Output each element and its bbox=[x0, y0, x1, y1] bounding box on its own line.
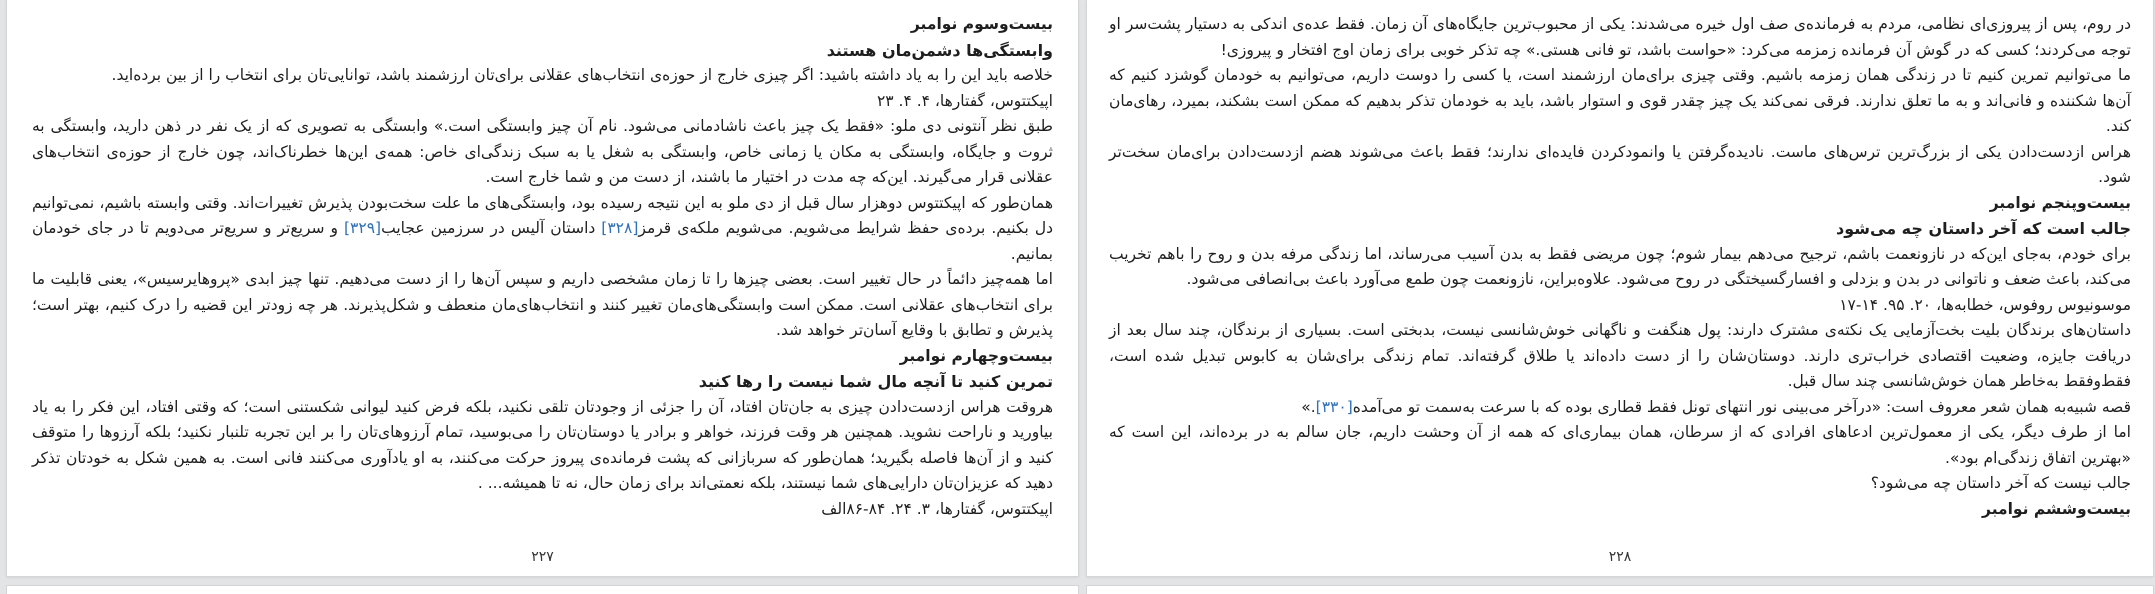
body-paragraph: در روم، پس از پیروزی‌ای نظامی، مردم به فرمانده‌ی صف اول خیره می‌شدند: یکی از محبوب‌ترین جایگاه‌های آن زمان. فقط عده‌ی اندکی به دستیار پشت‌سر او توجه می‌کردند؛ کسی که در گوش آن فرمانده زمزمه می‌کرد: «حواست باشد، تو فانی هستی.» چه تذکر خوبی برای زمان اوج افتخار و پیروزی! bbox=[1109, 15, 2131, 59]
footnote-link[interactable]: [۳۲۸] bbox=[601, 219, 639, 237]
body-text: و سریع‌تر و سریع‌تر می‌دویم تا در جای خودمان بمانیم. bbox=[32, 219, 1053, 263]
body-text: داستان آلیس در سرزمین عجایب bbox=[381, 219, 602, 237]
quote-source: اپیکتتوس، گفتارها، ۴. ۴. ۲۳ bbox=[876, 91, 1053, 110]
body-paragraph: اما همه‌چیز دائماً در حال تغییر است. بعضی چیزها را تا زمان مشخصی داریم و سپس آن‌ها را از دست می‌دهیم. تنها چیز ابدی «پروهایرسیس»، یعنی قابلیت ما برای انتخاب‌های عقلانی است. ممکن است وابستگی‌های‌مان تغییر کنند و انتخاب‌های‌مان منعطف و شکل‌پذیرند. هر چه زودتر این قضیه را درک کنیم، بهتر است؛ پذیرش و تطابق با وقایع آسان‌تر خواهد شد. bbox=[32, 270, 1053, 339]
page-number: ۲۲۸ bbox=[1608, 549, 1632, 565]
page-227 bbox=[7, 0, 1078, 576]
section-title: وابستگی‌ها دشمن‌مان هستند bbox=[826, 40, 1053, 60]
footnote-link[interactable]: [۳۳۰] bbox=[1315, 397, 1353, 416]
body-paragraph bbox=[32, 191, 1053, 268]
date-heading: بیست‌وششم نوامبر bbox=[1982, 499, 2131, 518]
body-paragraph: اما از طرف دیگر، یکی از معمول‌ترین ادعاهای افرادی که از سرطان، همان بیماری‌ای که همه از آن وحشت داریم، جان سالم به در برده‌اند، این است که «بهترین اتفاق زندگی‌ام بود». bbox=[1109, 423, 2131, 467]
body-paragraph: طبق نظر آنتونی دی ملو: «فقط یک چیز باعث ناشادمانی می‌شود. نام آن چیز وابستگی است.» وابستگی به تصویری که از یک نفر در ذهن دارید، وابستگی به ثروت و جایگاه، وابستگی به مکان یا زمانی خاص، وابستگی به شغل یا به سبک زندگی‌ای خاص: همه‌ی این‌ها خطرناک‌اند، چون خارج از حوزه‌ی انتخاب‌های عقلانی قرار می‌گیرند. این‌که چه مدت در اختیار ما باشند، از دست من و شما خارج است. bbox=[32, 117, 1053, 186]
next-page-edge bbox=[7, 586, 1078, 594]
quote-paragraph: هروقت هراس ازدست‌دادن چیزی به جان‌تان افتاد، آن را جزئی از وجودتان تلقی نکنید، بلکه فرض کنید لیوانی شکستنی است؛ که وقتی افتاد، این فکر را به یاد بیاورید و ناراحت نشوید. همچنین هر وقت فرزند، خواهر و برادر یا دوستان‌تان را می‌بوسید، تمام آرزوهای‌تان را بر این تجربه تلنبار نکنید؛ بلکه آرزوها را متوقف کنید و از آن‌ها فاصله بگیرید؛ همان‌طور که سربازانی که پشت فرمانده‌ی پیروز حرکت می‌کنند، به او یادآوری می‌کنند فانی است. به همین شکل به خودتان تذکر دهید که عزیزان‌تان دارایی‌های شما نیستند، بلکه نعمتی‌اند برای زمان حال، نه تا همیشه... . bbox=[32, 397, 1053, 492]
body-text: همان‌طور که اپیکتتوس دوهزار سال قبل از دی ملو به این نتیجه رسیده بود، وابستگی‌های ما علت سخت‌بودن پذیرش تغییرات‌اند. وقتی وابسته باشیم، نمی‌توانیم دل بکنیم. برده‌ی حفظ شرایط می‌شویم. می‌شویم ملکه‌ی قرمز bbox=[32, 193, 1053, 237]
footnote-link[interactable]: [۳۲۹] bbox=[343, 219, 382, 237]
body-text: .» bbox=[1301, 397, 1316, 416]
date-heading: بیست‌وسوم نوامبر bbox=[910, 15, 1053, 33]
body-paragraph: جالب نیست که آخر داستان چه می‌شود؟ bbox=[1870, 474, 2131, 492]
body-paragraph: ما می‌توانیم تمرین کنیم تا در زندگی همان زمزمه باشیم. وقتی چیزی برای‌مان ارزشمند است، یا کسی را دوست داریم، می‌توانیم به خودمان گوشزد کنیم که آن‌ها شکننده و فانی‌اند و به ما تعلق ندارند. فرقی نمی‌کند یک چیز چقدر قوی و استوار باشد، باید به خودمان تذکر بدهیم که ممکن است بشکند، بمیرد، رهای‌مان کند. bbox=[1109, 66, 2131, 135]
section-title: تمرین کنید تا آنچه مال شما نیست را رها کنید bbox=[698, 372, 1053, 391]
page-228 bbox=[1087, 0, 2153, 576]
section-title: جالب است که آخر داستان چه می‌شود bbox=[1836, 219, 2131, 238]
body-text: قصه شبیه‌به همان شعر معروف است: «درآخر می‌بینی نور انتهای تونل فقط قطاری بوده که با سرعت به‌سمت تو می‌آمده bbox=[1352, 397, 2131, 416]
quote-source: اپیکتتوس، گفتارها، ۳. ۲۴. ۸۴-۸۶الف bbox=[821, 499, 1053, 518]
body-paragraph: هراس ازدست‌دادن یکی از بزرگ‌ترین ترس‌های ماست. نادیده‌گرفتن یا وانمودکردن فایده‌ای ندارند؛ فقط باعث می‌شوند هضم ازدست‌دادن برای‌مان سخت‌تر شود. bbox=[1109, 142, 2131, 186]
quote-source: موسونیوس روفوس، خطابه‌ها، ۲۰. ۹۵. ۱۴-۱۷ bbox=[1839, 295, 2131, 314]
page-227-text bbox=[32, 12, 1053, 522]
quote-paragraph: خلاصه باید این را به یاد داشته باشید: اگر چیزی خارج از حوزه‌ی انتخاب‌های عقلانی برای‌تان ارزشمند باشد، توانایی‌تان برای انتخاب را از بین برده‌اید. bbox=[111, 66, 1053, 84]
page-number: ۲۲۷ bbox=[531, 549, 554, 565]
quote-paragraph: برای خودم، به‌جای این‌که در نازونعمت باشم، ترجیح می‌دهم بیمار شوم؛ چون مریضی فقط به بدن آسیب می‌رساند، اما زندگی مرفه بدن و روح را باهم تخریب می‌کند، باعث ضعف و ناتوانی در بدن و بزدلی و افسارگسیختگی در روح می‌شود. علاوه‌براین، نازونعمت چون طمع می‌آورد باعث بی‌انصافی می‌شود. bbox=[1109, 244, 2131, 288]
body-paragraph bbox=[1109, 395, 2131, 421]
next-page-edge bbox=[1087, 586, 2153, 594]
date-heading: بیست‌وپنجم نوامبر bbox=[1989, 193, 2131, 212]
page-228-text bbox=[1109, 12, 2131, 522]
body-paragraph: داستان‌های برندگان بلیت بخت‌آزمایی یک نکته‌ی مشترک دارند: پول هنگفت و ناگهانی خوش‌شانسی نیست، بدبختی است. بسیاری از برندگان، چند سال بعد از دریافت جایزه، وضعیت اقتصادی خراب‌تری دارند. دوستان‌شان را از دست داده‌اند یا طلاق گرفته‌اند. تمام زندگی برای‌شان به کابوس تبدیل شده است، فقط‌وفقط به‌خاطر همان خوش‌شانسی چند سال قبل. bbox=[1109, 321, 2131, 390]
date-heading: بیست‌وچهارم نوامبر bbox=[899, 346, 1053, 365]
